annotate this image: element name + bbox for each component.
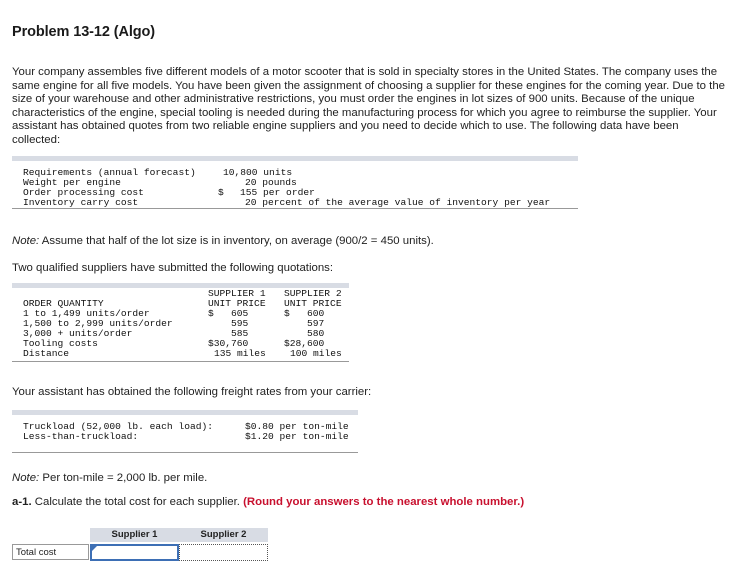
order-quantity-header: ORDER QUANTITY: [23, 298, 104, 309]
supplier2-header-line1: SUPPLIER 2: [284, 288, 342, 299]
requirements-label-3: Inventory carry cost: [23, 197, 139, 208]
supplier2-column-header: Supplier 2: [179, 528, 268, 542]
supplier1-header-line2: UNIT PRICE: [208, 298, 266, 309]
quote-s2-row-4: 100 miles: [290, 348, 342, 359]
quote-row-label-4: Distance: [23, 348, 70, 359]
quote-row-label-2: 3,000 + units/order: [23, 328, 133, 339]
requirements-label-1: Weight per engine: [23, 177, 121, 188]
ton-mile-note: [12, 472, 207, 484]
freight-intro: Your assistant has obtained the following freight rates from your carrier:: [12, 386, 372, 398]
requirements-label-2: Order processing cost: [23, 187, 144, 198]
quote-s1-row-1: 595: [231, 318, 249, 329]
freight-value-0: $0.80 per ton-mile: [245, 421, 349, 432]
requirements-dollar-sign: $: [218, 187, 224, 198]
lot-size-note: [12, 235, 434, 247]
question-emphasis: (Round your answers to the nearest whole number.): [243, 496, 525, 508]
freight-header-bar: [12, 410, 358, 415]
quote-s1-row-2: 585: [231, 328, 249, 339]
answer-table: [12, 528, 268, 562]
question-label: a-1.: [12, 496, 32, 508]
requirements-box: [12, 156, 578, 209]
question-a1: [12, 496, 524, 508]
quote-s1-row-4: 135 miles: [214, 348, 266, 359]
supplier1-total-cost-input[interactable]: [90, 544, 179, 561]
quote-s2-row-0: 600: [307, 308, 325, 319]
quote-s1-row-0: 605: [231, 308, 249, 319]
freight-label-1: Less-than-truckload:: [23, 431, 139, 442]
note-prefix: Note:: [12, 235, 40, 247]
question-text: Calculate the total cost for each supplier.: [31, 496, 244, 508]
quote-s2-row-2: 580: [307, 328, 325, 339]
supplier2-total-cost-input[interactable]: [179, 544, 268, 561]
requirements-header-bar: [12, 156, 578, 161]
quote-row-label-0: 1 to 1,499 units/order: [23, 308, 150, 319]
active-field-marker-icon: [92, 546, 97, 551]
quote-s1-dollar: $: [208, 308, 214, 319]
requirements-label-0: Requirements (annual forecast): [23, 167, 196, 178]
requirements-value-1: 20 pounds: [245, 177, 297, 188]
quotations-box: [12, 283, 349, 362]
problem-title: Problem 13-12 (Algo): [12, 24, 156, 40]
quote-row-label-3: Tooling costs: [23, 338, 98, 349]
note-text: Assume that half of the lot size is in inventory, on average (900/2 = 450 units).: [39, 235, 434, 247]
problem-intro: Your company assembles five different models of a motor scooter that is sold in specialty stores in the United States. The company uses the same engine for all five models. You have been given the assignment of choosing a supplier for these engines for the coming year. Due to the size of your warehouse and other administrative restrictions, you must order the engines in lot sizes of 900 units. Because of the unique characteristics of the engine, special tooling is needed during the manufacturing process for which you agree to reimburse the supplier. Your assistant has obtained quotes from two reliable engine suppliers and you need to decide which to use. The following data have been collected:: [12, 66, 725, 146]
requirements-value-2: 155 per order: [240, 187, 315, 198]
supplier1-header-line1: SUPPLIER 1: [208, 288, 266, 299]
requirements-value-0: 10,800 units: [223, 167, 293, 178]
freight-value-1: $1.20 per ton-mile: [245, 431, 349, 442]
quote-s2-dollar: $: [284, 308, 290, 319]
freight-label-0: Truckload (52,000 lb. each load):: [23, 421, 213, 432]
note-text: Per ton-mile = 2,000 lb. per mile.: [39, 472, 208, 484]
quote-s2-row-1: 597: [307, 318, 325, 329]
supplier1-column-header: Supplier 1: [90, 528, 179, 542]
requirements-value-3: 20 percent of the average value of inventory per year: [245, 197, 551, 208]
quote-row-label-1: 1,500 to 2,999 units/order: [23, 318, 173, 329]
total-cost-label: Total cost: [12, 544, 89, 560]
freight-box: [12, 410, 358, 453]
quote-s1-row-3: $30,760: [208, 338, 249, 349]
supplier2-header-line2: UNIT PRICE: [284, 298, 342, 309]
quotations-intro: Two qualified suppliers have submitted the following quotations:: [12, 262, 334, 274]
quote-s2-row-3: $28,600: [284, 338, 325, 349]
note-prefix: Note:: [12, 472, 40, 484]
